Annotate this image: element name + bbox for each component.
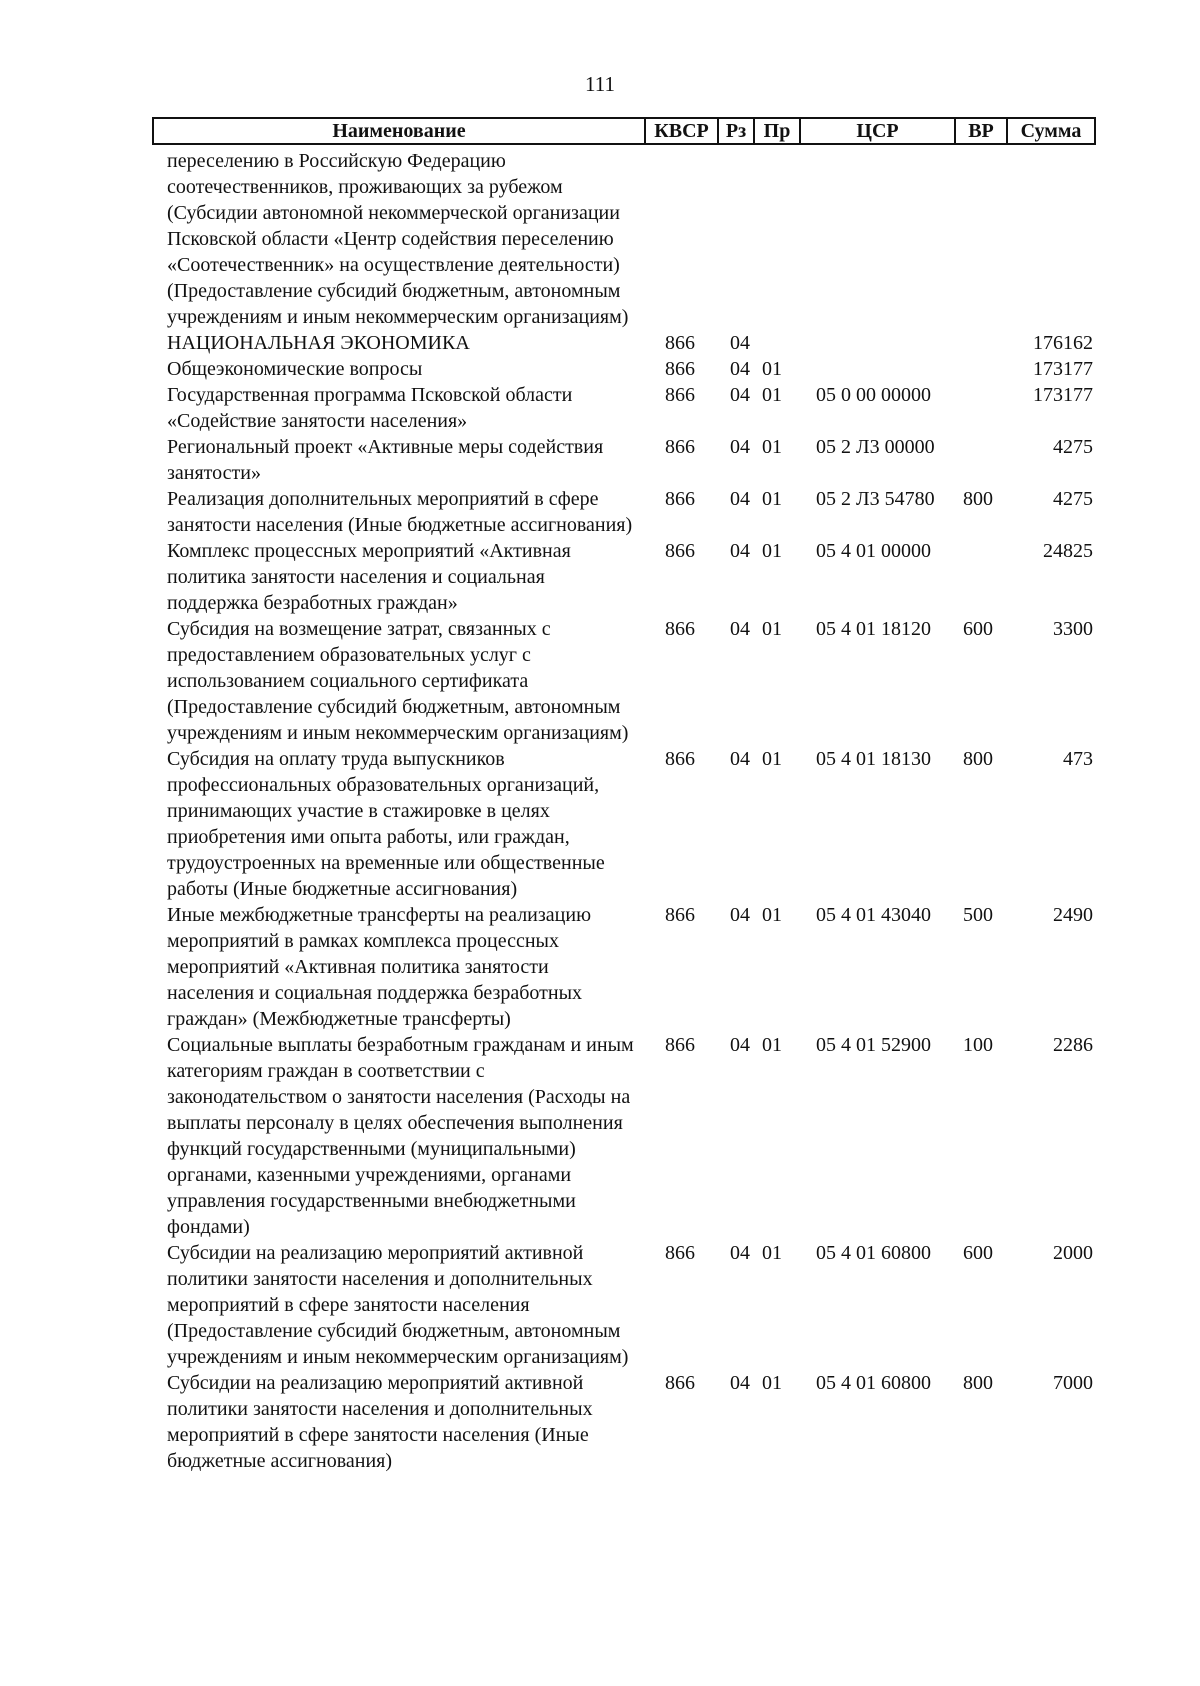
cell-vr [955,538,1007,616]
cell-vr [955,356,1007,382]
cell-pr [754,330,800,356]
cell-pr: 01 [762,540,782,562]
cell-name: переселению в Российскую Федерацию соотечественников, проживающих за рубежом (Субсидии автономной некоммерческой организации Псковской области «Центр содействия переселению «Соотечественник» на осуществление деятельности) (Предоставление субсидий бюджетным, автономным учреждениям и иным некоммерческим организациям) [167,150,629,328]
cell-vr [955,144,1007,330]
table-row [153,1032,1095,1240]
header-row [153,118,1095,144]
cell-kvsr: 866 [665,436,695,458]
table-row [153,616,1095,746]
cell-vr: 500 [963,904,993,926]
cell-vr: 600 [963,1242,993,1264]
table-body [153,144,1095,1474]
cell-vr [955,382,1007,434]
cell-sum [1007,144,1095,330]
cell-csr: 05 4 01 52900 [816,1034,931,1056]
cell-pr: 01 [762,618,782,640]
table-row [153,144,1095,330]
cell-sum: 173177 [1033,384,1093,406]
cell-rz: 04 [730,904,750,926]
cell-kvsr [645,144,718,330]
cell-name: Общеэкономические вопросы [167,358,423,380]
cell-sum: 2000 [1053,1242,1093,1264]
cell-name: Социальные выплаты безработным гражданам и иным категориям граждан в соответствии с законодательством о занятости населения (Расходы на выплаты персоналу в целях обеспечения выполнения функций государственными (муниципальными) органами, казенными учреждениями, органами управления государственными внебюджетными фондами) [167,1034,634,1238]
cell-vr [955,330,1007,356]
cell-rz: 04 [730,332,750,354]
cell-sum: 2286 [1053,1034,1093,1056]
header-pr: Пр [754,118,800,144]
cell-name: Субсидии на реализацию мероприятий активной политики занятости населения и дополнительных мероприятий в сфере занятости населения (Предоставление субсидий бюджетным, автономным учреждениям и иным некоммерческим организациям) [167,1242,629,1368]
cell-vr: 800 [963,488,993,510]
cell-sum: 173177 [1033,358,1093,380]
cell-sum: 4275 [1053,488,1093,510]
cell-rz: 04 [730,358,750,380]
cell-name: Субсидия на возмещение затрат, связанных с предоставлением образовательных услуг с использованием социального сертификата (Предоставление субсидий бюджетным, автономным учреждениям и иным некоммерческим организациям) [167,618,629,744]
cell-pr [754,144,800,330]
cell-vr: 800 [963,1372,993,1394]
header-sum: Сумма [1007,118,1095,144]
cell-sum: 7000 [1053,1372,1093,1394]
cell-pr: 01 [762,488,782,510]
cell-csr: 05 4 01 43040 [816,904,931,926]
header-kvsr: КВСР [645,118,718,144]
cell-sum: 3300 [1053,618,1093,640]
cell-sum: 2490 [1053,904,1093,926]
cell-pr: 01 [762,1372,782,1394]
cell-sum: 176162 [1033,332,1093,354]
cell-rz: 04 [730,488,750,510]
cell-name: Комплекс процессных мероприятий «Активная политика занятости населения и социальная поддержка безработных граждан» [167,540,571,614]
table-row [153,486,1095,538]
cell-vr: 800 [963,748,993,770]
cell-rz: 04 [730,540,750,562]
cell-csr: 05 4 01 18130 [816,748,931,770]
table-row [153,1240,1095,1370]
cell-rz: 04 [730,436,750,458]
cell-csr: 05 2 Л3 00000 [816,436,935,458]
cell-kvsr: 866 [665,1372,695,1394]
cell-rz: 04 [730,618,750,640]
cell-kvsr: 866 [665,332,695,354]
table-row [153,356,1095,382]
cell-kvsr: 866 [665,488,695,510]
cell-rz: 04 [730,748,750,770]
cell-pr: 01 [762,1034,782,1056]
cell-csr [800,356,955,382]
cell-rz [718,144,754,330]
cell-rz: 04 [730,1242,750,1264]
table-row [153,434,1095,486]
cell-sum: 4275 [1053,436,1093,458]
cell-vr: 600 [963,618,993,640]
header-rz: Рз [718,118,754,144]
cell-kvsr: 866 [665,540,695,562]
cell-csr: 05 4 01 00000 [816,540,931,562]
table-row [153,746,1095,902]
cell-pr: 01 [762,904,782,926]
cell-kvsr: 866 [665,748,695,770]
table-row [153,382,1095,434]
cell-csr [800,330,955,356]
cell-csr: 05 4 01 60800 [816,1242,931,1264]
cell-name: Субсидии на реализацию мероприятий активной политики занятости населения и дополнительных мероприятий в сфере занятости населения (Иные бюджетные ассигнования) [167,1372,593,1472]
cell-name: Государственная программа Псковской области «Содействие занятости населения» [167,384,573,432]
cell-csr: 05 0 00 00000 [816,384,931,406]
cell-kvsr: 866 [665,618,695,640]
table-header [153,118,1095,144]
table-row [153,1370,1095,1474]
header-csr: ЦСР [800,118,955,144]
cell-name: Региональный проект «Активные меры содействия занятости» [167,436,604,484]
cell-vr: 100 [963,1034,993,1056]
cell-kvsr: 866 [665,1034,695,1056]
table-row [153,538,1095,616]
table-row [153,902,1095,1032]
budget-table [152,117,1096,1474]
cell-name: Реализация дополнительных мероприятий в сфере занятости населения (Иные бюджетные ассигнования) [167,488,633,536]
cell-csr: 05 4 01 60800 [816,1372,931,1394]
cell-rz: 04 [730,384,750,406]
cell-csr: 05 4 01 18120 [816,618,931,640]
cell-vr [955,434,1007,486]
cell-kvsr: 866 [665,358,695,380]
page-number: 111 [585,72,615,96]
cell-sum: 24825 [1043,540,1093,562]
table-row [153,330,1095,356]
cell-pr: 01 [762,358,782,380]
cell-name: Субсидия на оплату труда выпускников профессиональных образовательных организаций, принимающих участие в стажировке в целях приобретения ими опыта работы, или граждан, трудоустроенных на временные или общественные работы (Иные бюджетные ассигнования) [167,748,605,900]
cell-csr: 05 2 Л3 54780 [816,488,935,510]
cell-name: НАЦИОНАЛЬНАЯ ЭКОНОМИКА [167,332,470,354]
cell-kvsr: 866 [665,1242,695,1264]
cell-kvsr: 866 [665,904,695,926]
cell-csr [800,144,955,330]
cell-rz: 04 [730,1372,750,1394]
cell-pr: 01 [762,384,782,406]
cell-pr: 01 [762,1242,782,1264]
cell-pr: 01 [762,748,782,770]
cell-kvsr: 866 [665,384,695,406]
header-name: Наименование [153,118,645,144]
cell-sum: 473 [1063,748,1093,770]
header-vr: ВР [955,118,1007,144]
cell-name: Иные межбюджетные трансферты на реализацию мероприятий в рамках комплекса процессных мероприятий «Активная политика занятости населения и социальная поддержка безработных граждан» (Межбюджетные трансферты) [167,904,592,1030]
cell-rz: 04 [730,1034,750,1056]
cell-pr: 01 [762,436,782,458]
